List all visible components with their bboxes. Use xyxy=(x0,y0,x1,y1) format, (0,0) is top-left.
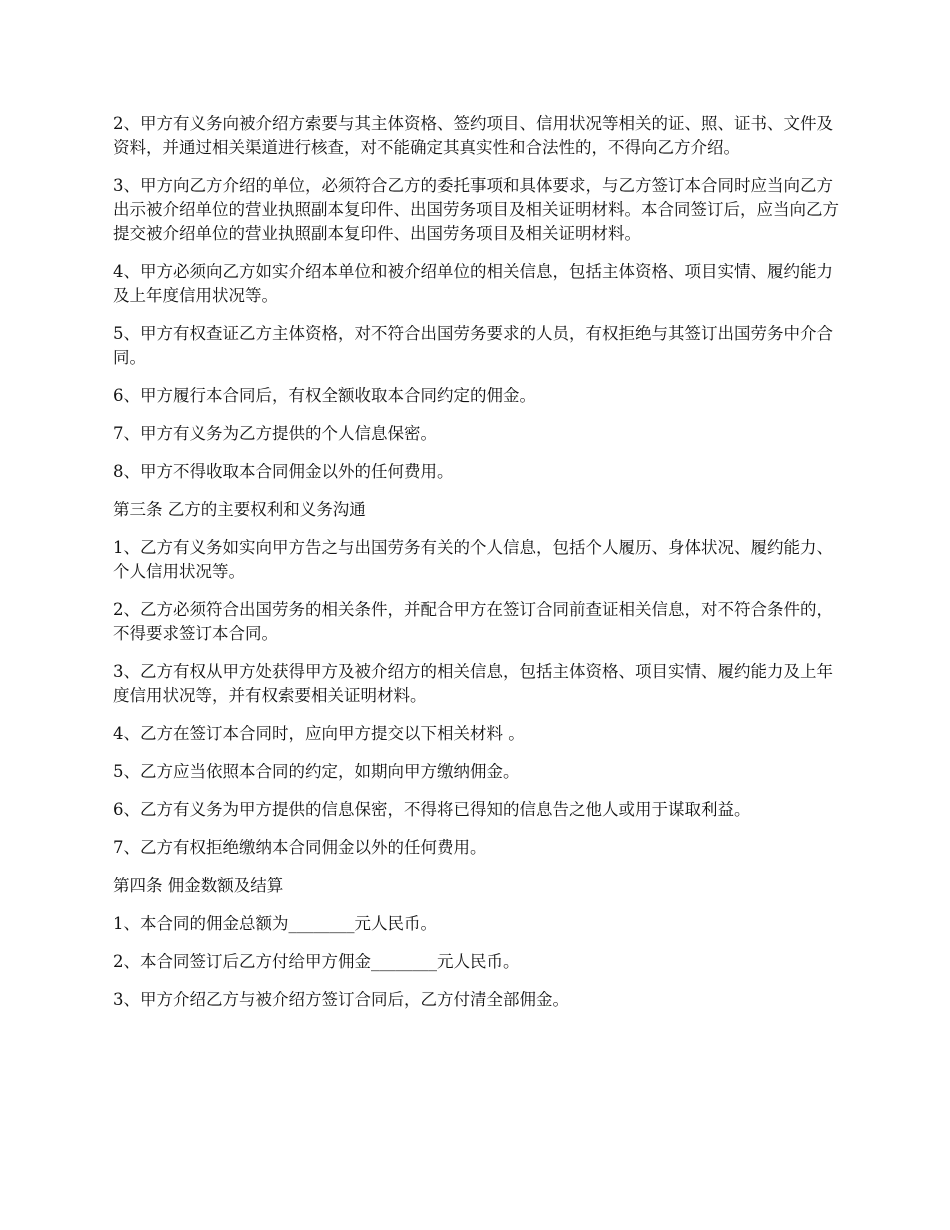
clause-3-5-pay-commission: 5、乙方应当依照本合同的约定，如期向甲方缴纳佣金。 xyxy=(113,762,520,781)
clause-2-3-introduced-unit: 3、甲方向乙方介绍的单位，必须符合乙方的委托事项和具体要求，与乙方签订本合同时应当向乙方出示被介绍单位的营业执照副本复印件、出国劳务项目及相关证明材料。本合同签订后，应当向乙方提交被介绍单位的营业执照副本复印件、出国劳务项目及相关证明材料。 xyxy=(113,176,839,243)
clause-2-4-truthful-info: 4、甲方必须向乙方如实介绍本单位和被介绍单位的相关信息，包括主体资格、项目实情、履约能力及上年度信用状况等。 xyxy=(113,262,833,305)
clause-3-3-right-to-info: 3、乙方有权从甲方处获得甲方及被介绍方的相关信息，包括主体资格、项目实情、履约能力及上年度信用状况等，并有权索要相关证明材料。 xyxy=(113,662,833,705)
clause-2-8-no-extra-fees: 8、甲方不得收取本合同佣金以外的任何费用。 xyxy=(113,462,454,481)
clause-3-7-refuse-extra-fees: 7、乙方有权拒绝缴纳本合同佣金以外的任何费用。 xyxy=(113,838,487,857)
clause-3-1-personal-info: 1、乙方有义务如实向甲方告之与出国劳务有关的个人信息，包括个人履历、身体状况、履约能力、个人信用状况等。 xyxy=(113,538,833,581)
clause-2-7-confidentiality: 7、甲方有义务为乙方提供的个人信息保密。 xyxy=(113,424,437,443)
clause-4-3-final-payment: 3、甲方介绍乙方与被介绍方签订合同后，乙方付清全部佣金。 xyxy=(113,990,569,1009)
clause-3-4-submit-materials: 4、乙方在签订本合同时，应向甲方提交以下相关材料 。 xyxy=(113,724,525,743)
clause-2-6-collect-commission: 6、甲方履行本合同后，有权全额收取本合同约定的佣金。 xyxy=(113,386,536,405)
article-3-heading: 第三条 乙方的主要权利和义务沟通 xyxy=(113,500,366,519)
clause-4-2-initial-payment: 2、本合同签订后乙方付给甲方佣金________元人民币。 xyxy=(113,952,520,971)
clause-2-1-verify-docs: 2、甲方有义务向被介绍方索要与其主体资格、签约项目、信用状况等相关的证、照、证书、文件及资料，并通过相关渠道进行核查，对不能确定其真实性和合法性的，不得向乙方介绍。 xyxy=(113,114,833,157)
clause-2-5-verify-party-b: 5、甲方有权查证乙方主体资格，对不符合出国劳务要求的人员，有权拒绝与其签订出国劳务中介合同。 xyxy=(113,324,833,367)
article-4-heading: 第四条 佣金数额及结算 xyxy=(113,876,284,895)
document-body xyxy=(113,112,843,1026)
clause-3-6-confidentiality: 6、乙方有义务为甲方提供的信息保密，不得将已得知的信息告之他人或用于谋取利益。 xyxy=(113,800,751,819)
clause-3-2-conditions: 2、乙方必须符合出国劳务的相关条件，并配合甲方在签订合同前查证相关信息，对不符合条件的，不得要求签订本合同。 xyxy=(113,600,833,643)
clause-4-1-total-commission: 1、本合同的佣金总额为________元人民币。 xyxy=(113,914,437,933)
